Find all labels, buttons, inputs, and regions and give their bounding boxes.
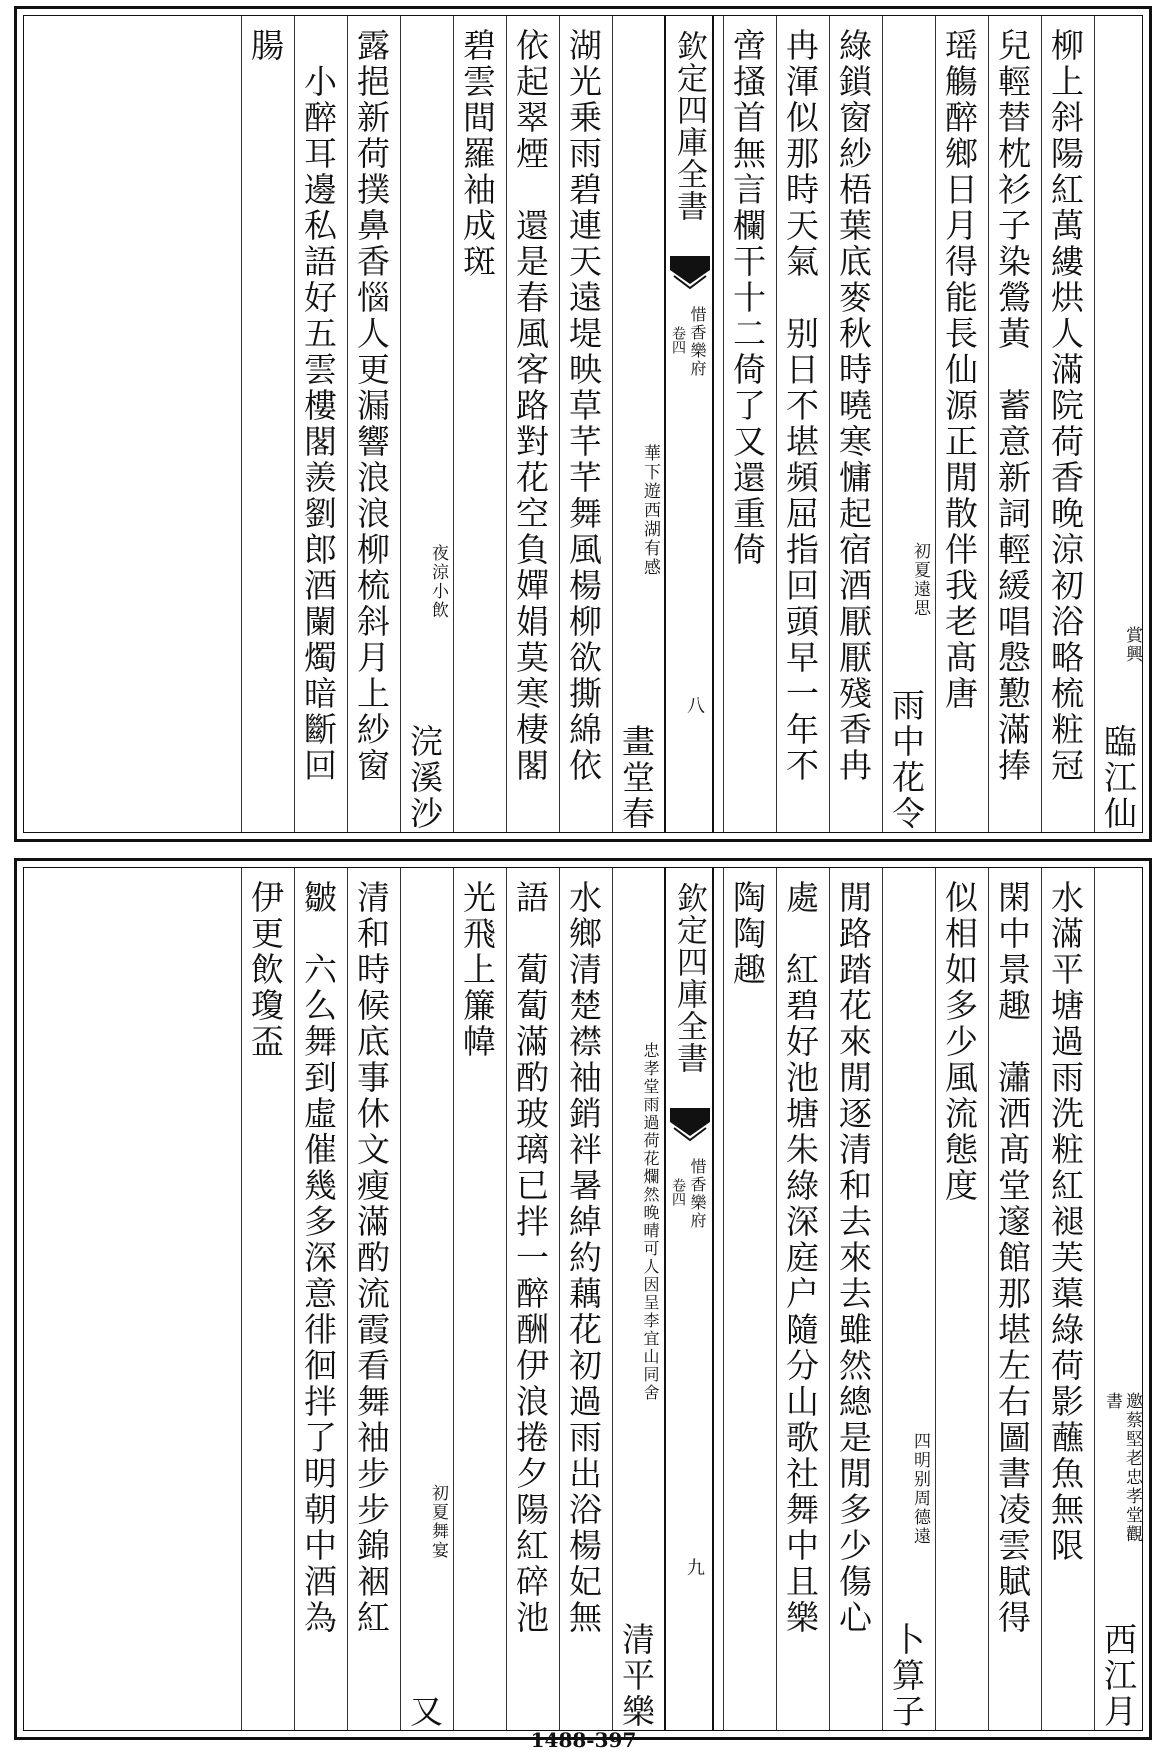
- text-column: 依起翠煙 還是春風客路對花空負嬋娟莫寒棲閣: [506, 16, 554, 832]
- column-title: [400, 868, 448, 1730]
- cipai-title: 雨中花令: [887, 688, 926, 832]
- book-title: 惜香樂府: [688, 1158, 707, 1230]
- text-column: 處 紅碧好池塘朱綠深庭户隨分山歌社舞中且樂: [776, 868, 824, 1730]
- text-column: 小醉耳邊私語好五雲樓閣羨劉郎酒闌燭暗斷回: [294, 16, 342, 832]
- column-title: [882, 868, 930, 1730]
- top-page-frame: [23, 15, 1143, 833]
- text-column: 水滿平塘過雨洗粧紅褪芙蕖綠荷影蘸魚無限: [1041, 868, 1089, 1730]
- center-banner: [664, 868, 714, 1730]
- volume-label: 卷四: [670, 326, 686, 354]
- text-column: 閑中景趣 瀟洒髙堂邃館那堪左右圖書凌雲賦得: [988, 868, 1036, 1730]
- top-page: [14, 6, 1152, 842]
- cipai-title: 卜算子: [887, 1622, 926, 1730]
- text-column: 腸: [241, 16, 289, 832]
- column-title: [612, 16, 660, 832]
- text-column: 伊更飲瓊盃: [241, 868, 289, 1730]
- cipai-note: 初夏舞宴: [428, 1484, 448, 1560]
- text-column: 清和時候底事休文瘦滿酌流霞看舞袖步步錦裀紅: [347, 868, 395, 1730]
- text-column: 語 蔔蔔滿酌玻璃已拌一醉酬伊浪捲夕陽紅碎池: [506, 868, 554, 1730]
- text-column: 冉渾似那時天氣 别日不堪頻屈指回頭早一年不: [776, 16, 824, 832]
- cipai-note: 忠孝堂雨過荷花爛然晚晴可人因呈李宜山同舍: [641, 1042, 660, 1402]
- page-number: 八: [684, 696, 705, 714]
- cipai-note: 華下遊西湖有感: [640, 444, 660, 577]
- cipai-title: 浣溪沙: [405, 724, 444, 832]
- cipai-note: 四明别周德遠: [910, 1432, 930, 1546]
- footer-page-reference: 1488-397: [530, 1728, 637, 1752]
- cipai-note: 初夏遠思: [910, 542, 930, 618]
- library-title: 欽定四庫全書: [671, 882, 707, 1074]
- cipai-title: 清平樂: [617, 1622, 656, 1730]
- text-column: 光飛上簾幃: [453, 868, 501, 1730]
- column-title: [1094, 868, 1142, 1730]
- library-title: 欽定四庫全書: [671, 30, 707, 222]
- text-column: 閒路踏花來閒逐清和去來去雖然總是閒多少傷心: [829, 868, 877, 1730]
- column-title: [882, 16, 930, 832]
- cipai-title: 西江月: [1099, 1622, 1138, 1730]
- text-column: 皺 六么舞到虛催幾多深意徘徊拌了明朝中酒為: [294, 868, 342, 1730]
- text-column: 綠鎖窗紗梧葉底麥秋時曉寒慵起宿酒厭厭殘香冉: [829, 16, 877, 832]
- text-column: 湖光乗雨碧連天遠堤映草芊芊舞風楊柳欲撕綿依: [559, 16, 607, 832]
- bottom-page: [14, 858, 1152, 1740]
- text-column: 碧雲間羅袖成斑: [453, 16, 501, 832]
- text-column: 啻搔首無言欄干十二倚了又還重倚: [723, 16, 771, 832]
- fishtail-mark-icon: [670, 1108, 710, 1144]
- text-column: 水鄉清楚襟袖銷袢暑綽約藕花初過雨出浴楊妃無: [559, 868, 607, 1730]
- column-title: [400, 16, 448, 832]
- text-column: 陶陶趣: [723, 868, 771, 1730]
- cipai-note: 賞興: [1122, 626, 1142, 664]
- cipai-title: 又: [405, 1694, 444, 1730]
- fishtail-mark-icon: [670, 256, 710, 292]
- text-column: 兒輕替枕衫子染鶯黃 蓄意新詞輕緩唱慇懃滿捧: [988, 16, 1036, 832]
- cipai-note: 夜涼小飲: [428, 544, 448, 620]
- cipai-title: 臨江仙: [1099, 724, 1138, 832]
- volume-label: 卷四: [670, 1178, 686, 1206]
- column-1: [1094, 16, 1142, 832]
- text-column: 瑶觴醉鄉日月得能長仙源正閒散伴我老髙唐: [935, 16, 983, 832]
- text-column: 似相如多少風流態度: [935, 868, 983, 1730]
- cipai-title: 畫堂春: [617, 724, 656, 832]
- center-banner: [664, 16, 714, 832]
- text-column: 露挹新荷撲鼻香惱人更漏響浪浪柳梳斜月上紗窗: [347, 16, 395, 832]
- page-number: 九: [684, 1558, 705, 1576]
- cipai-note: 邀蔡堅老忠孝堂觀書: [1102, 1392, 1142, 1544]
- text-column: 柳上斜陽紅萬縷烘人滿院荷香晚涼初浴略梳粧冠: [1041, 16, 1089, 832]
- book-title: 惜香樂府: [688, 306, 707, 378]
- bottom-page-frame: [23, 867, 1143, 1731]
- column-title: [612, 868, 660, 1730]
